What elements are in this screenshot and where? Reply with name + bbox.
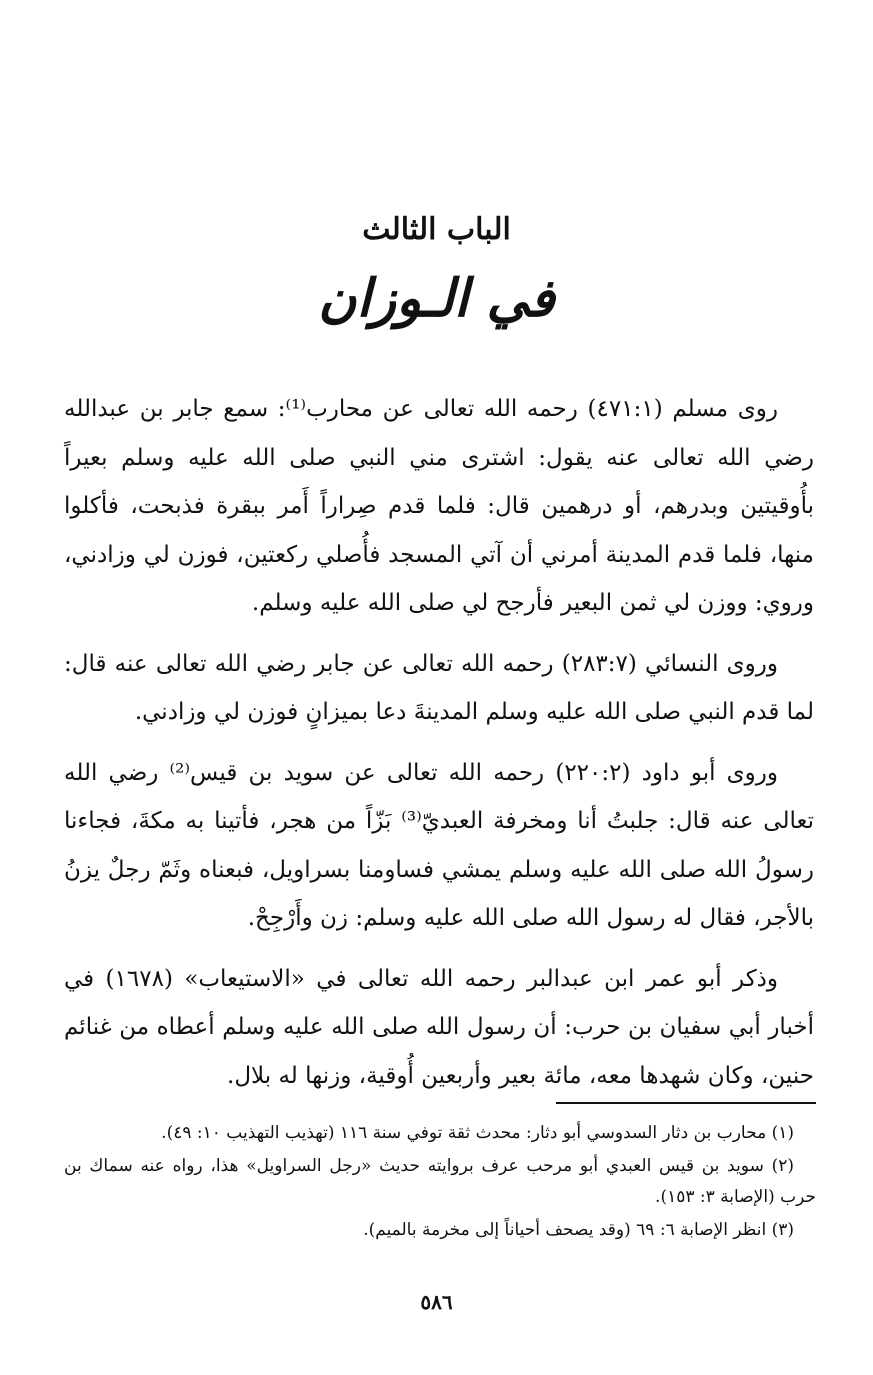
chapter-label: الباب الثالث — [362, 212, 511, 247]
paragraph-nasai: وروى النسائي (٢٨٣:٧) رحمه الله تعالى عن جابر رضي الله تعالى عنه قال: لما قدم النبي صلى الله عليه وسلم المدينةَ دعا بميزانٍ فوزن لي وزادني. — [64, 650, 814, 725]
footnote-divider — [556, 1102, 816, 1104]
footnote-1: (١) محارب بن دثار السدوسي أبو دثار: محدث ثقة توفي سنة ١١٦ (تهذيب التهذيب ١٠: ٤٩). — [161, 1123, 794, 1143]
body-text — [64, 385, 814, 1100]
footnote-3: (٣) انظر الإصابة ٦: ٦٩ (وقد يصحف أحياناً إلى مخرمة بالميم). — [363, 1220, 794, 1240]
paragraph-muslim: روى مسلم (٤٧١:١) رحمه الله تعالى عن محارب⁽¹⁾: سمع جابر بن عبدالله رضي الله تعالى عنه يقول: اشترى مني النبي صلى الله عليه وسلم بعيراً بأُوقيتين وبدرهم، أو درهمين قال: فلما قدم صِراراً أَمر ببقرة فذبحت، فأكلوا منها، فلما قدم المدينة أمرني أن آتي المسجد فأُصلي ركعتين، فوزن لي وزادني، وروي: ووزن لي ثمن البعير فأرجح لي صلى الله عليه وسلم. — [64, 396, 814, 616]
chapter-title: في الـوزان — [318, 268, 555, 329]
footnotes — [64, 1118, 816, 1248]
footnote-2: (٢) سويد بن قيس العبدي أبو مرحب عرف بروايته حديث «رجل السراويل» هذا، رواه عنه سماك بن حرب (الإصابة ٣: ١٥٣). — [64, 1156, 816, 1207]
page-number: ٥٨٦ — [420, 1290, 453, 1314]
paragraph-abu-dawud: وروى أبو داود (٢٢٠:٢) رحمه الله تعالى عن سويد بن قيس⁽²⁾ رضي الله تعالى عنه قال: جلبتُ أنا ومخرفة العبديّ⁽³⁾ بَزّاً من هجر، فأتينا به مكةَ، فجاءنا رسولُ الله صلى الله عليه وسلم يمشي فساومنا بسراويل، فبعناه وثَمّ رجلٌ يزنُ بالأجر، فقال له رسول الله صلى الله عليه وسلم: زن وأَرْجِحْ. — [64, 759, 814, 931]
paragraph-ibn-abdulbarr: وذكر أبو عمر ابن عبدالبر رحمه الله تعالى في «الاستيعاب» (١٦٧٨) في أخبار أبي سفيان بن حرب: أن رسول الله صلى الله عليه وسلم أعطاه من غنائم حنين، وكان شهدها معه، مائة بعير وأربعين أُوقية، وزنها له بلال. — [64, 965, 814, 1089]
